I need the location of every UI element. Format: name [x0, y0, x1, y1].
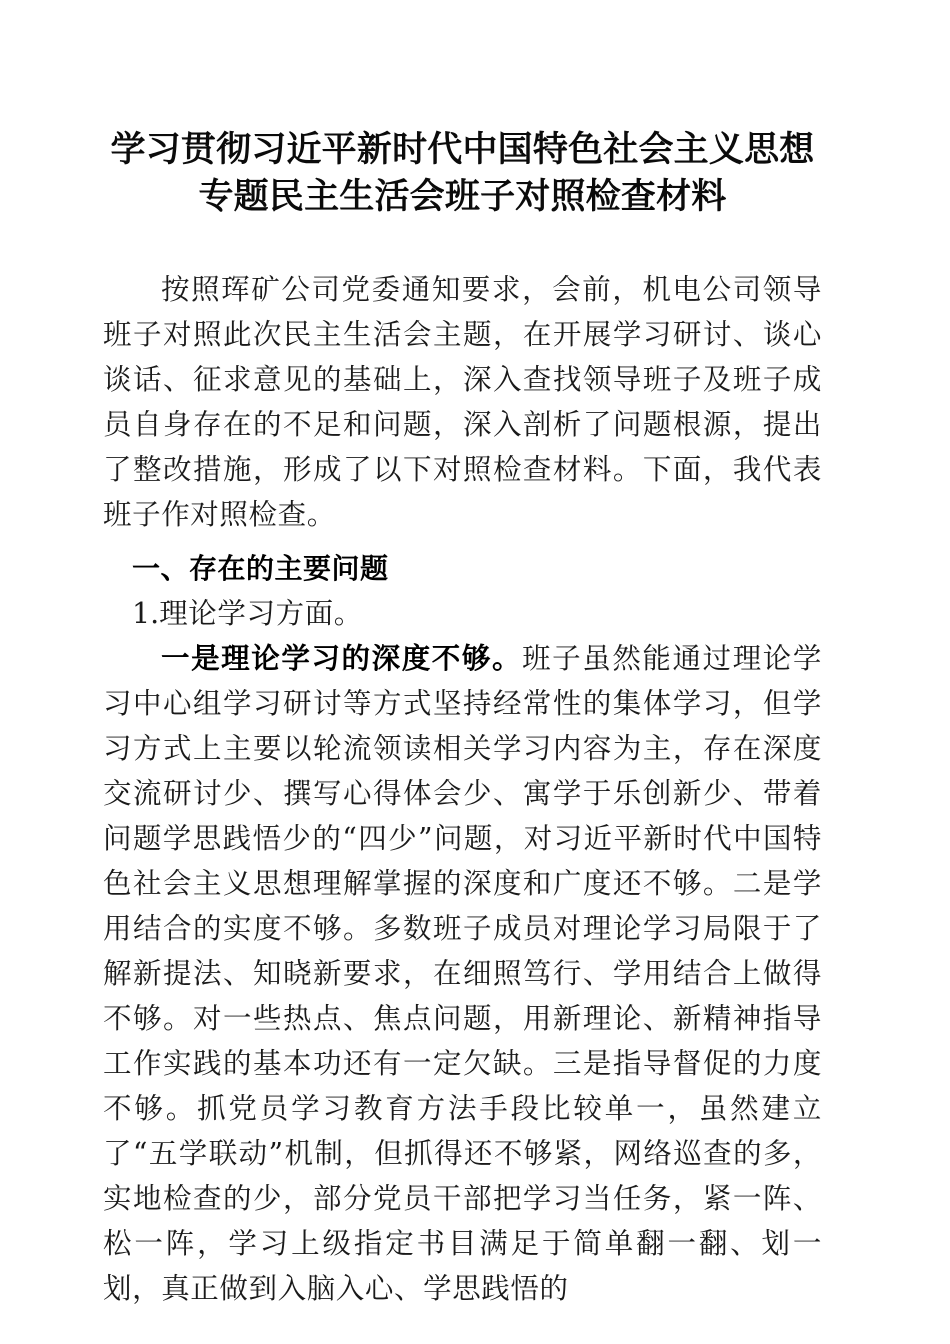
heading-item-one [103, 591, 822, 636]
point-one-bold-lead: 一是理论学习的深度不够。 [161, 641, 523, 675]
intro-paragraph: 按照珲矿公司党委通知要求，会前，机电公司领导班子对照此次民主生活会主题，在开展学习研讨、谈心谈话、征求意见的基础上，深入查找领导班子及班子成员自身存在的不足和问题，深入剖析了问题根源，提出了整改措施，形成了以下对照检查材料。下面，我代表班子作对照检查。 [103, 273, 822, 531]
heading-section-one: 一、存在的主要问题 [132, 552, 389, 585]
page-title [103, 0, 822, 220]
heading-item-one-number: 1. [132, 597, 160, 630]
point-one-paragraph [103, 636, 822, 1311]
document-content [103, 0, 822, 1311]
page-title-line-2: 专题民主生活会班子对照检查材料 [198, 176, 727, 217]
heading-item-one-text: 理论学习方面。 [159, 597, 363, 630]
point-one-body: 班子虽然能通过理论学习中心组学习研讨等方式坚持经常性的集体学习，但学习方式上主要以轮流领读相关学习内容为主，存在深度交流研讨少、撰写心得体会少、寓学于乐创新少、带着问题学思践悟少的“四少”问题，对习近平新时代中国特色社会主义思想理解掌握的深度和广度还不够。二是学用结合的实度不够。多数班子成员对理论学习局限于了解新提法、知晓新要求，在细照笃行、学用结合上做得不够。对一些热点、焦点问题，用新理论、新精神指导工作实践的基本功还有一定欠缺。三是指导督促的力度不够。抓党员学习教育方法手段比较单一，虽然建立了“五学联动”机制，但抓得还不够紧，网络巡查的多，实地检查的少，部分党员干部把学习当任务，紧一阵、松一阵，学习上级指定书目满足于简单翻一翻、划一划，真正做到入脑入心、学思践悟的 [103, 642, 822, 1305]
page-title-line-1: 学习贯彻习近平新时代中国特色社会主义思想 [110, 129, 815, 170]
